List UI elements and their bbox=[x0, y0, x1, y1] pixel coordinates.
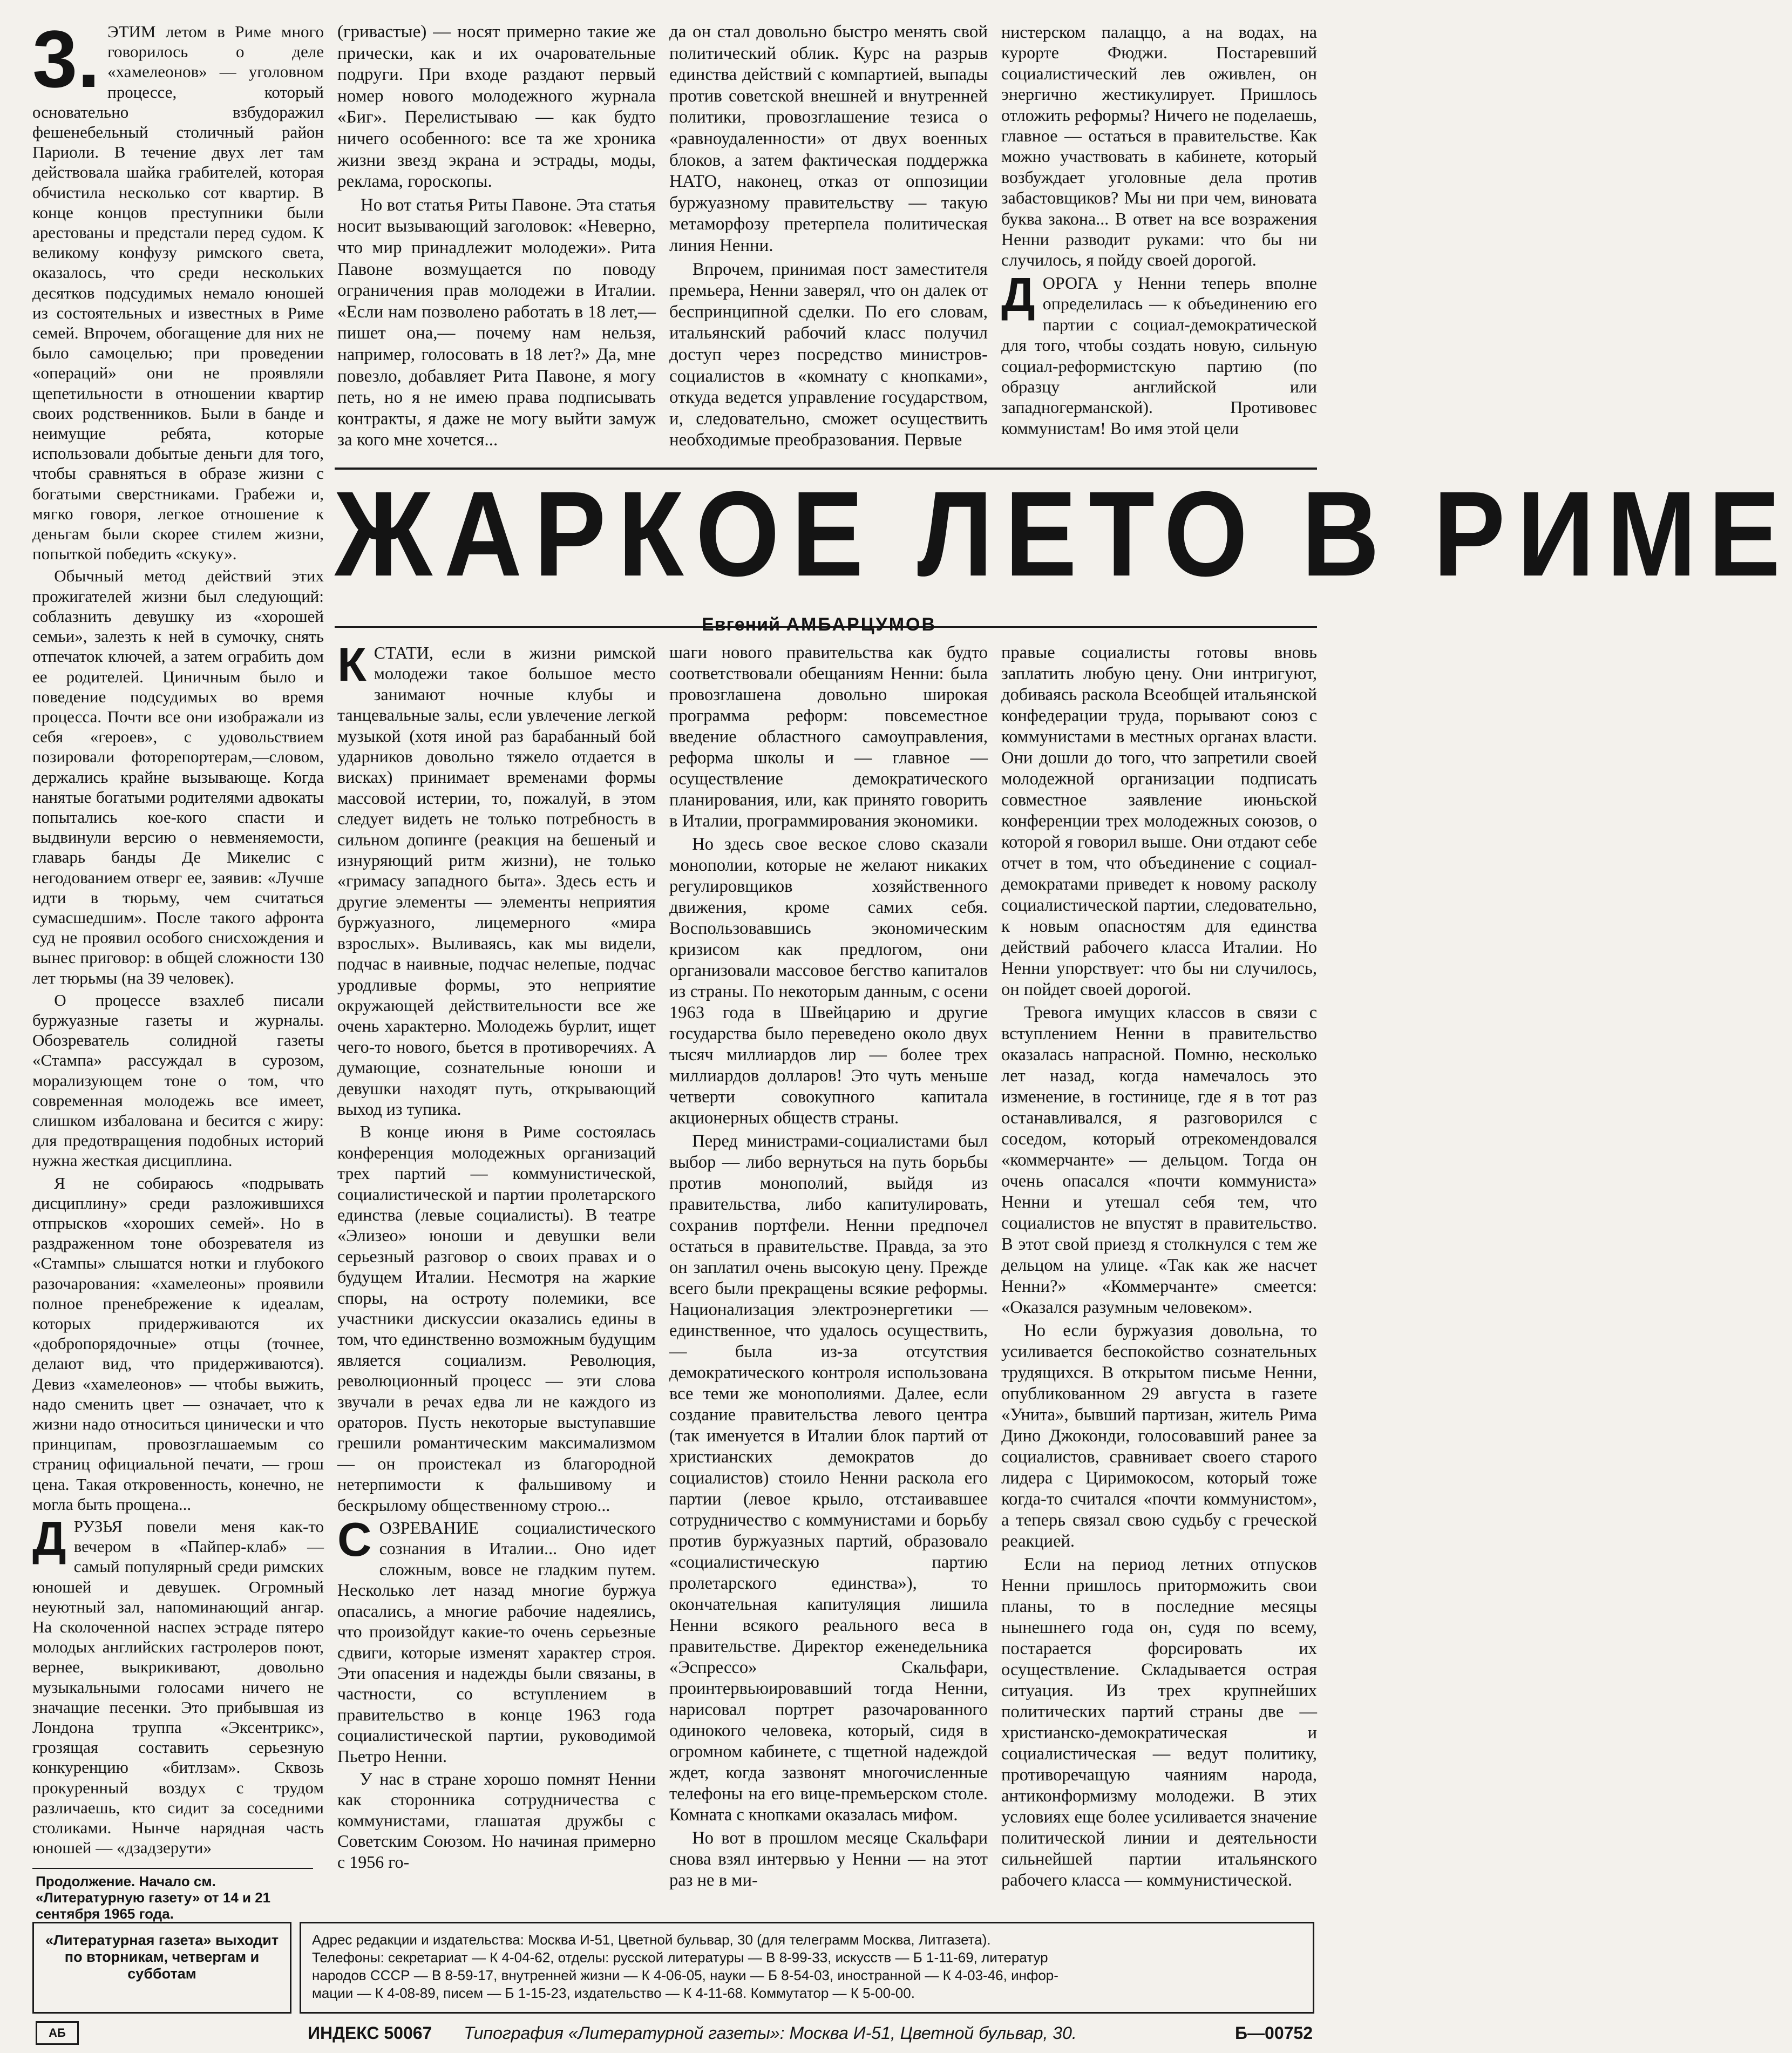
printer-logo-icon: АБ bbox=[36, 2021, 79, 2045]
article-paragraph bbox=[337, 1513, 656, 1766]
imprint-line bbox=[308, 2023, 1317, 2043]
article-column-6 bbox=[669, 642, 988, 1906]
paragraph-text: шаги нового правительства как будто соответствовали обещаниям Ненни: была провозглашена довольно широкая программа реформ: повсеместное введение областного самоуправления, реформа школы и — главное — осуществление демократического планирования, или, как принято говорить в Италии, программирования экономики. bbox=[669, 643, 988, 831]
article-paragraph bbox=[1001, 1320, 1317, 1552]
paragraph-text: ЭТИМ летом в Риме много говорилось о деле «хамелеонов» — уголовном процессе, который основательно взбудоражил фешенебельный столичный район Париоли. В течение двух лет там действовала шайка грабителей, которая обчистила несколько сот квартир. В конце концов преступники были арестованы и предстали перед судом. К великому конфузу римского света, оказалось, что среди нескольких десятков подсудимых немало юношей из состоятельных и известных в Риме семей. Впрочем, обогащение для них не было самоцелью; при проведении «операций» они не проявляли щепетильности в отношении квартир своих родственников. Были в банде и неимущие ребята, которые использовали добытые деньги для того, чтобы сравняться в образе жизни с богатыми сверстниками. Грабежи и, мягко говоря, легкое отношение к деньгам были скорее стилем жизни, попыткой победить «скуку». bbox=[32, 22, 324, 564]
editorial-phones-line-1: Телефоны: секретариат — К 4-04-62, отделы: русской литературы — В 8-99-33, искусств — Б 1-11-69, литератур bbox=[312, 1949, 1048, 1966]
paragraph-text: У нас в стране хорошо помнят Ненни как сторонника сотрудничества с коммунистами, глашатая дружбы с Советским Союзом. Но начиная примерно с 1956 го- bbox=[337, 1769, 656, 1872]
continuation-rule bbox=[32, 1868, 313, 1869]
article-paragraph bbox=[1001, 1002, 1317, 1318]
editorial-phones-line-3: мации — К 4-08-89, писем — Б 1-15-23, издательство — К 4-11-68. Коммутатор — К 5-00-00. bbox=[312, 1985, 915, 2001]
author-first-name: Евгений bbox=[702, 614, 780, 635]
article-paragraph bbox=[337, 195, 656, 451]
continuation-note: Продолжение. Начало см. «Литературную газету» от 14 и 21 сентября 1965 года. bbox=[36, 1873, 271, 1922]
article-paragraph bbox=[1001, 1554, 1317, 1891]
paragraph-text: Но вот в прошлом месяце Скальфари снова взял интервью у Ненни — на этот раз не в ми- bbox=[669, 1828, 988, 1890]
article-paragraph bbox=[669, 834, 988, 1129]
article-paragraph bbox=[1001, 642, 1317, 1000]
censor-code: Б—00752 bbox=[1235, 2023, 1313, 2043]
paragraph-text: Но если буржуазия довольна, то усиливается беспокойство сознательных трудящихся. В открытом письме Ненни, опубликованном 29 августа в газете «Унита», бывший партизан, житель Рима Дино Джоконди, голосовавший ранее за социалистов, сравнивает своего старого лидера с Циримокосом, который тоже когда-то считался «почти коммунистом», а теперь связал свою судьбу с греческой реакцией. bbox=[1001, 1321, 1317, 1551]
paragraph-text: Я не собираюсь «подрывать дисциплину» среди разложившихся отпрысков «хороших семей». Но в раздраженном тоне обозревателя из «Стампы» слышатся нотки и глубокого разочарования: «хамелеоны» проявили полное пренебрежение к идеалам, которых придерживаются их «добропорядочные» отцы (точнее, делают вид, что придерживаются). Девиз «хамелеонов» — чтобы выжить, надо сменить цвет — означает, что к жизни надо относиться цинически и что принципам, провозглашаемым со страниц официальной печати, — грош цена. Такая откровенность, конечно, не могла быть прощена... bbox=[32, 1173, 324, 1514]
article-author bbox=[702, 614, 936, 635]
article-paragraph bbox=[669, 22, 988, 257]
paragraph-text: Обычный метод действий этих прожигателей жизни был следующий: соблазнить девушку из «хорошей семьи», залезть к ней в сумочку, снять отпечаток ключей, а затем ограбить дом ее родителей. Циничным было и поведение подсудимых во время процесса. Почти все они изображали из себя «героев», с удовольствием позировали фоторепортерам,—словом, держались крайне вызывающе. Когда нанятые богатыми родителями адвокаты попытались кое-кого спасти и выдвинули версию о невменяемости, главарь банды Де Микелис с негодованием отверг ее, заявив: «Лучше идти в тюрьму, чем считаться сумасшедшим». После такого афронта суд не проявил особого снисхождения и вынес приговор: в общей сложности 130 лет тюрьмы (на 39 человек). bbox=[32, 566, 324, 987]
article-paragraph bbox=[1001, 22, 1317, 270]
drop-cap: 3. bbox=[32, 13, 100, 104]
article-headline: ЖАРКОЕ ЛЕТО В РИМЕ bbox=[335, 466, 1792, 602]
article-paragraph bbox=[337, 22, 656, 193]
publication-schedule-box: «Литературная газета» выходит по вторникам, четвергам и субботам bbox=[32, 1922, 291, 2014]
article-paragraph bbox=[669, 259, 988, 451]
paragraph-text: Но вот статья Риты Павоне. Эта статья носит вызывающий заголовок: «Неверно, что мир принадлежит молодежи». Рита Павоне возмущается по поводу ограничения прав молодежи в Италии. «Если нам позволено работать в 18 лет,— пишет она,— почему нам нельзя, например, голосовать в 18 лет?» Да, мне повезло, добавляет Рита Павоне, я могу петь, но я не имею права подписывать контракты, я даже не могу выйти замуж за кого мне хочется... bbox=[337, 195, 656, 450]
article-column-2 bbox=[337, 22, 656, 464]
article-column-3 bbox=[669, 22, 988, 464]
article-column-7 bbox=[1001, 642, 1317, 1906]
subscription-index: ИНДЕКС 50067 bbox=[308, 2023, 432, 2043]
article-paragraph bbox=[669, 1131, 988, 1826]
paragraph-text: Но здесь свое веское слово сказали монополии, которые не желают никаких регулировщиков хозяйственного движения, кроме самих себя. Воспользовавшись экономическим кризисом как предлогом, они организовали массовое бегство капиталов из страны. По некоторым данным, с осени 1963 года в Швейцарию и другие государства было переведено около двух тысяч миллиардов лир — более трех миллиардов долларов! Это чуть меньше четверти совокупного капитала акционерных обществ страны. bbox=[669, 835, 988, 1128]
article-paragraph bbox=[1001, 267, 1317, 438]
article-paragraph bbox=[337, 1769, 656, 1872]
article-paragraph bbox=[337, 638, 656, 1119]
editorial-phones-line-2: народов СССР — В 8-59-17, внутренней жизни — К 4-06-05, науки — Б 8-54-03, иностранной — К 4-03-46, инфор- bbox=[312, 1967, 1058, 1983]
paragraph-text: РУЗЬЯ повели меня как-то вечером в «Пайпер-клаб» — самый популярный среди римских юношей и девушек. Огромный неуютный зал, напоминающий ангар. На сколоченной наспех эстраде пятеро молодых английских гастролеров поют, вернее, выкрикивают, довольно музыкальными голосами ничего не значащие песенки. Это прибывшая из Лондона труппа «Эксентрикс», грозящая составить серьезную конкуренцию «битлзам». Сквозь прокуренный воздух с трудом различаешь, кто сидит за соседними столиками. Нынче нарядная часть юношей — «дзадзерути» bbox=[32, 1517, 324, 1858]
paragraph-text: Впрочем, принимая пост заместителя премьера, Ненни заверял, что он далек от беспринципной сделки. По его словам, итальянский рабочий класс получил доступ через посредство министров-социалистов в «комнату с кнопками», откуда ведется управление государством, и, следовательно, сможет осуществить необходимые преобразования. Первые bbox=[669, 259, 988, 450]
drop-cap: Д bbox=[32, 1512, 66, 1566]
paragraph-text: (гривастые) — носят примерно такие же прически, как и их очаровательные подруги. При входе раздают первый номер нового молодежного журнала «Биг». Перелистываю — как будто ничего особенного: все та же хроника жизни звезд экрана и эстрады, моды, реклама, гороскопы. bbox=[337, 22, 656, 192]
article-column-1 bbox=[32, 13, 324, 1868]
paragraph-text: нистерском палаццо, а на водах, на курорте Фюджи. Постаревший социалистический лев оживлен, он энергично жестикулирует. Пришлось отложить реформы? Ничего не поделаешь, главное — остаться в правительстве. Как можно участвовать в кабинете, который возбуждает уголовные дела против забастовщиков? Мы ни при чем, виновата буква закона... В ответ на все возражения Ненни разводит руками: что бы ни случилось, я пойду своей дорогой. bbox=[1001, 22, 1317, 270]
article-paragraph bbox=[32, 566, 324, 987]
article-column-4 bbox=[1001, 22, 1317, 464]
article-paragraph bbox=[669, 642, 988, 832]
article-paragraph bbox=[32, 1512, 324, 1858]
paragraph-text: В конце июня в Риме состоялась конференция молодежных организаций трех партий — коммунистической, социалистической и партии пролетарского единства (левые социалисты). В театре «Элизео» юноши и девушки вели серьезный разговор о своих правах и о будущем Италии. Несмотря на жаркие споры, на остроту полемики, все участники дискуссии оказались едины в том, что единственно возможным будущим является социализм. Революция, революционный процесс — эти слова звучали в речах едва ли не каждого из ораторов. Пусть некоторые выступавшие грешили романтическим максимализмом — он проистекал из благородной нетерпимости к фальшивому и бескрылому общественному строю... bbox=[337, 1122, 656, 1515]
drop-cap: К bbox=[337, 638, 366, 691]
paragraph-text: СТАТИ, если в жизни римской молодежи такое большое место занимают ночные клубы и танцевальные залы, если увлечение легкой музыкой (хотя иной раз барабанный бой ударников довольно тяжело отдается в висках) принимает временами формы массовой истерии, то, пожалуй, в этом следует видеть не только потребность в сильном допинге (реакция на бешеный и изнуряющий ритм жизни), не только «гримасу западного быта». Здесь есть и другие элементы — элементы неприятия буржуазного, лицемерного «мира взрослых». Выливаясь, как мы видели, подчас в наивные, подчас нелепые, подчас уродливые формы, это неприятие окружающей действительности все же очень характерно. Молодежь бурлит, ищет чего-то нового, бьется в противоречиях. А думающие, сознательные юноши и девушки находят путь, открывающий выход из тупика. bbox=[337, 643, 656, 1119]
paragraph-text: правые социалисты готовы вновь заплатить любую цену. Они интригуют, добиваясь раскола Всеобщей итальянской конфедерации труда, порывают союз с коммунистами в местных органах власти. Они дошли до того, что запретили своей молодежной организации подписать совместное заявление июньской конференции трех молодежных союзов, о которой я говорил выше. Они отдают себе отчет в том, что объединение с социал-демократами приведет к новому расколу социалистической партии, следовательно, к новым опасностям для единства действий рабочего класса Италии. Но Ненни упорствует: что бы ни случилось, он пойдет своей дорогой. bbox=[1001, 643, 1317, 999]
paragraph-text: О процессе взахлеб писали буржуазные газеты и журналы. Обозреватель солидной газеты «Стампа» рассуждал в сурозом, морализующем тоне о том, что современная молодежь все имеет, слишком избалована и бесится с жиру: для предотвращения подобных историй нужна жесткая дисциплина. bbox=[32, 990, 324, 1170]
article-paragraph bbox=[337, 1121, 656, 1515]
article-paragraph bbox=[32, 13, 324, 564]
paragraph-text: ОЗРЕВАНИЕ социалистического сознания в Италии... Оно идет сложным, вовсе не гладким путем. Несколько лет назад многие буржуа опасались, а многие рабочие надеялись, что произойдут какие-то очень серьезные сдвиги, которые изменят характер строя. Эти опасения и надежды были связаны, в частности, со вступлением в правительство в конце 1963 года социалистической партии, руководимой Пьетро Ненни. bbox=[337, 1518, 656, 1766]
paragraph-text: Перед министрами-социалистами был выбор — либо вернуться на путь борьбы против монополий, выйдя из правительства, либо капитулировать, сохранив портфели. Ненни предпочел остаться в правительстве. Правда, за это он заплатил очень высокую цену. Прежде всего были прекращены всякие реформы. Национализация электроэнергетики — единственное, что удалось осуществить, — была из-за отсутствия демократического контроля использована все теми же монополиями. Далее, если создание правительства левого центра (так именуется в Италии блок партий от христианских демократов до социалистов) стоило Ненни раскола его партии (левое крыло, отстаивавшее сотрудничество с коммунистами и борьбу против буржуазных партий, образовало «социалистическую партию пролетарского единства»), то окончательная капитуляция лишила Ненни всякого реального веса в правительстве. Директор еженедельника «Эспрессо» Скальфари, проинтервьюировавший тогда Ненни, нарисовал портрет разочарованного одинокого человека, который, сидя в огромном кабинете, с тщетной надеждой ждет, когда зазвонят многочисленные телефоны на его вице-премьерском столе. Комната с кнопками оказалась мифом. bbox=[669, 1131, 988, 1825]
paragraph-text: да он стал довольно быстро менять свой политический облик. Курс на разрыв единства действий с компартией, выпады против советской внешней и внутренней политики, провозглашение тезиса о «равноудаленности» от двух военных блоков, а затем фактическая поддержка НАТО, наконец, отказ от оппозиции буржуазному правительству — такую метаморфозу претерпела политическая линия Ненни. bbox=[669, 22, 988, 255]
article-paragraph bbox=[32, 1173, 324, 1514]
drop-cap: Д bbox=[1001, 267, 1035, 321]
paragraph-text: ОРОГА у Ненни теперь вполне определилась — к объединению его партии с социал-демократической для того, чтобы создать новую, сильную социал-реформистскую партию (по образцу английской или западногерманской). Противовес коммунистам! Во имя этой цели bbox=[1001, 273, 1317, 438]
article-column-5 bbox=[337, 638, 656, 1906]
author-last-name: АМБАРЦУМОВ bbox=[786, 614, 937, 635]
drop-cap: С bbox=[337, 1513, 372, 1567]
editorial-address: Адрес редакции и издательства: Москва И-51, Цветной бульвар, 30 (для телеграмм Москва, Литгазета). bbox=[312, 1932, 991, 1948]
article-paragraph bbox=[32, 990, 324, 1171]
editorial-contacts-box bbox=[300, 1922, 1314, 2014]
printer-address: Типография «Литературной газеты»: Москва И-51, Цветной бульвар, 30. bbox=[464, 2023, 1077, 2043]
paragraph-text: Если на период летних отпусков Ненни пришлось приторможить свои планы, то в последние месяцы нынешнего года он, судя по всему, постарается форсировать их осуществление. Складывается острая ситуация. Из трех крупнейших политических партий страны две — христианско-демократическая и социалистическая — ведут политику, противоречащую чаяниям народа, антиконформизму молодежи. В этих условиях еще более усиливается значение политической линии и деятельности сильнейшей партии итальянского рабочего класса — коммунистической. bbox=[1001, 1555, 1317, 1890]
article-paragraph bbox=[669, 1828, 988, 1891]
paragraph-text: Тревога имущих классов в связи с вступлением Ненни в правительство оказалась напрасной. Помню, несколько лет назад, когда намечалось это изменение, в гостинице, где я в тот раз останавливался, я разговорился с соседом, который отрекомендовался «коммерчанте» — дельцом. Тогда он очень опасался «почти коммуниста» Ненни и утешал себя тем, что социалистов не впустят в правительство. В этот свой приезд я столкнулся с тем же дельцом на улице. «Так как же насчет Ненни?» «Коммерчанте» смеется: «Оказался разумным человеком». bbox=[1001, 1003, 1317, 1317]
